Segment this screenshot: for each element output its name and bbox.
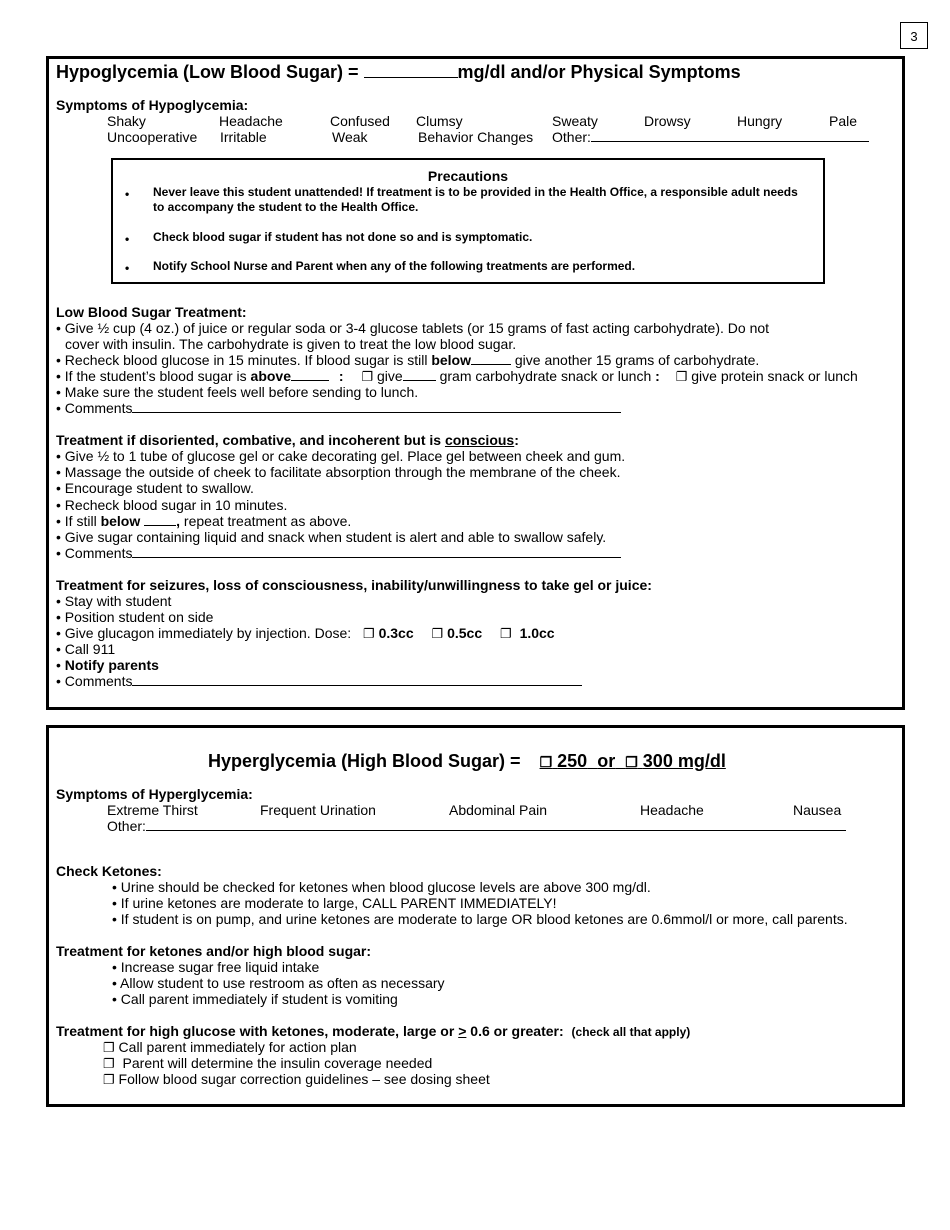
high-glucose-option-label: Call parent immediately for action plan <box>118 1039 357 1055</box>
notify-parents: Notify parents <box>64 657 159 673</box>
low-treatment-line: cover with insulin. The carbohydrate is given to treat the low blood sugar. <box>65 336 517 352</box>
low-below-label: below <box>431 352 471 368</box>
high-glucose-option <box>103 1071 490 1088</box>
conscious-repeat-text: repeat treatment as above. <box>180 513 352 529</box>
low-protein-text: give protein snack or lunch <box>691 368 858 384</box>
hyper-other <box>107 818 846 834</box>
conscious-line: • Give sugar containing liquid and snack when student is alert and able to swallow safely. <box>56 529 607 545</box>
hyper-treatment-item: • Call parent immediately if student is vomiting <box>112 991 398 1007</box>
high-glucose-option <box>103 1039 357 1056</box>
hyper-treatment-item: • Allow student to use restroom as often as necessary <box>112 975 445 991</box>
hyperglycemia-title <box>208 750 726 773</box>
high-glucose-option <box>103 1055 432 1072</box>
conscious-heading <box>56 432 519 448</box>
conscious-line: • Give ½ to 1 tube of glucose gel or cake decorating gel. Place gel between cheek and gum. <box>56 448 626 464</box>
checkbox-icon[interactable]: ❐ <box>625 754 638 770</box>
hypo-symptom: Irritable <box>220 129 267 145</box>
hyper-treatment-item: • Increase sugar free liquid intake <box>112 959 320 975</box>
high-glucose-option-label: Parent will determine the insulin coverage needed <box>122 1055 433 1071</box>
ketones-item: • Urine should be checked for ketones when blood glucose levels are above 300 mg/dl. <box>112 879 651 895</box>
low-above-text: • If the student’s blood sugar is <box>56 368 251 384</box>
notify-bullet: • <box>56 657 65 673</box>
low-treatment-heading: Low Blood Sugar Treatment: <box>56 304 247 320</box>
hyper-symptom: Extreme Thirst <box>107 802 198 818</box>
hyper-symptom: Nausea <box>793 802 842 818</box>
hypo-symptom: Sweaty <box>552 113 598 129</box>
high-glucose-heading-tail: 0.6 or greater: <box>466 1023 564 1039</box>
conscious-heading-text: Treatment if disoriented, combative, and incoherent but is <box>56 432 445 448</box>
hypo-symptom: Headache <box>219 113 283 129</box>
hypo-symptom: Pale <box>829 113 858 129</box>
low-snack-colon: : <box>655 368 660 384</box>
conscious-below-label: below <box>100 513 141 529</box>
page-number: 3 <box>900 22 928 49</box>
hypo-other-blank[interactable] <box>591 141 869 142</box>
seizure-line: • Position student on side <box>56 609 214 625</box>
hypo-other-label: Other: <box>552 129 591 145</box>
seizure-line: • Stay with student <box>56 593 172 609</box>
dose-option: 0.3cc <box>378 625 414 641</box>
hypo-title-prefix: Hypoglycemia (Low Blood Sugar) = <box>56 62 364 82</box>
precaution-bullet: • <box>125 187 130 201</box>
checkbox-icon[interactable]: ❐ <box>500 626 512 641</box>
conscious-line <box>56 513 351 529</box>
low-treatment-line <box>56 368 858 385</box>
conscious-comments-label: • Comments <box>56 545 133 561</box>
precaution-item: Never leave this student unattended! If treatment is to be provided in the Health Office, a responsible adult needs to accompany the student to the Health Office. <box>153 185 798 214</box>
conscious-comments-blank[interactable] <box>132 557 621 558</box>
hyper-title-text: Hyperglycemia (High Blood Sugar) = <box>208 751 526 771</box>
low-treatment-line: • Make sure the student feels well before sending to lunch. <box>56 384 419 400</box>
dose-option: 0.5cc <box>447 625 483 641</box>
low-recheck-text: • Recheck blood glucose in 15 minutes. If blood sugar is still <box>56 352 432 368</box>
seizure-comments-blank[interactable] <box>132 685 582 686</box>
conscious-line: • Massage the outside of cheek to facilitate absorption through the membrane of the cheek. <box>56 464 621 480</box>
hypo-threshold-blank[interactable] <box>364 77 458 78</box>
hypo-symptom: Clumsy <box>416 113 463 129</box>
hyper-symptom: Abdominal Pain <box>449 802 548 818</box>
glucagon-text: • Give glucagon immediately by injection. Dose: <box>56 625 352 641</box>
precautions-title: Precautions <box>427 168 509 184</box>
high-glucose-heading <box>56 1023 690 1040</box>
low-comments-label: • Comments <box>56 400 133 416</box>
hypo-symptom: Drowsy <box>644 113 691 129</box>
checkbox-icon[interactable]: ❐ <box>103 1072 115 1087</box>
ketones-item: • If urine ketones are moderate to large, CALL PARENT IMMEDIATELY! <box>112 895 557 911</box>
low-snack-text: gram carbohydrate snack or lunch <box>435 368 656 384</box>
low-comments-blank[interactable] <box>132 412 621 413</box>
low-above-colon: : <box>338 368 344 384</box>
checkbox-icon[interactable]: ❐ <box>539 754 553 770</box>
ketones-item: • If student is on pump, and urine ketones are moderate to large OR blood ketones are 0.6mmol/l or more, call parents. <box>112 911 848 927</box>
hyper-option-250: 250 <box>557 751 588 771</box>
hyper-treatment-heading: Treatment for ketones and/or high blood sugar: <box>56 943 372 959</box>
checkbox-icon[interactable]: ❐ <box>675 369 688 384</box>
low-grams-blank[interactable] <box>403 380 436 381</box>
low-above-label: above <box>250 368 292 384</box>
ketones-heading: Check Ketones: <box>56 863 162 879</box>
hyper-symptom: Headache <box>640 802 704 818</box>
precaution-bullet: • <box>125 261 130 275</box>
hyper-option-300: 300 mg/dl <box>642 751 726 771</box>
seizure-comments <box>56 673 582 689</box>
hyper-option-or: or <box>597 751 616 771</box>
low-give-label: give <box>377 368 403 384</box>
low-treatment-line: • Give ½ cup (4 oz.) of juice or regular soda or 3-4 glucose tablets (or 15 grams of fast acting carbohydrate). Do not <box>56 320 770 336</box>
low-below-blank[interactable] <box>471 364 511 365</box>
hyper-threshold-options <box>540 751 726 771</box>
precaution-item: Check blood sugar if student has not done so and is symptomatic. <box>153 230 533 244</box>
conscious-comma: , <box>176 513 181 529</box>
high-glucose-heading-text: Treatment for high glucose with ketones, moderate, large or <box>56 1023 459 1039</box>
conscious-heading-emph: conscious <box>444 432 515 448</box>
precaution-bullet: • <box>125 232 130 246</box>
hypo-symptom: Behavior Changes <box>418 129 534 145</box>
conscious-comments <box>56 545 621 561</box>
hyper-symptoms-heading: Symptoms of Hyperglycemia: <box>56 786 253 802</box>
conscious-below-blank[interactable] <box>144 525 176 526</box>
hypo-symptom: Shaky <box>107 113 146 129</box>
hypo-symptom: Weak <box>332 129 368 145</box>
conscious-line: • Recheck blood sugar in 10 minutes. <box>56 497 288 513</box>
precautions-box <box>111 158 825 284</box>
hypo-other <box>552 129 869 145</box>
hypo-symptom: Hungry <box>737 113 783 129</box>
seizure-line <box>56 625 555 642</box>
low-recheck-text-end: give another 15 grams of carbohydrate. <box>511 352 760 368</box>
low-comments <box>56 400 621 416</box>
hypo-title-suffix: mg/dl and/or Physical Symptoms <box>457 62 741 82</box>
checkbox-icon[interactable]: ❐ <box>103 1056 115 1071</box>
dose-option: 1.0cc <box>519 625 555 641</box>
hyper-other-label: Other: <box>107 818 146 834</box>
conscious-still-text: • If still <box>56 513 101 529</box>
checkbox-icon[interactable]: ❐ <box>361 369 374 384</box>
hypo-symptom: Uncooperative <box>107 129 198 145</box>
precaution-item: Notify School Nurse and Parent when any of the following treatments are performed. <box>153 259 636 273</box>
seizure-comments-label: • Comments <box>56 673 133 689</box>
conscious-line: • Encourage student to swallow. <box>56 480 254 496</box>
high-glucose-note: (check all that apply) <box>571 1025 691 1039</box>
seizure-line: • Call 911 <box>56 641 116 657</box>
checkbox-icon[interactable]: ❐ <box>103 1040 115 1055</box>
seizure-heading: Treatment for seizures, loss of consciousness, inability/unwillingness to take gel or juice: <box>56 577 652 593</box>
high-glucose-option-label: Follow blood sugar correction guidelines – see dosing sheet <box>118 1071 490 1087</box>
seizure-line <box>56 657 159 673</box>
conscious-heading-colon: : <box>514 432 519 448</box>
hyper-symptom: Frequent Urination <box>260 802 376 818</box>
hypoglycemia-title <box>56 61 741 83</box>
hyper-other-blank[interactable] <box>146 830 846 831</box>
hypo-symptoms-heading: Symptoms of Hypoglycemia: <box>56 97 249 113</box>
checkbox-icon[interactable]: ❐ <box>431 626 444 641</box>
high-glucose-ge: > <box>458 1023 467 1039</box>
low-above-blank[interactable] <box>291 380 329 381</box>
hypo-symptom: Confused <box>330 113 390 129</box>
checkbox-icon[interactable]: ❐ <box>363 626 375 641</box>
low-treatment-line <box>56 352 759 368</box>
